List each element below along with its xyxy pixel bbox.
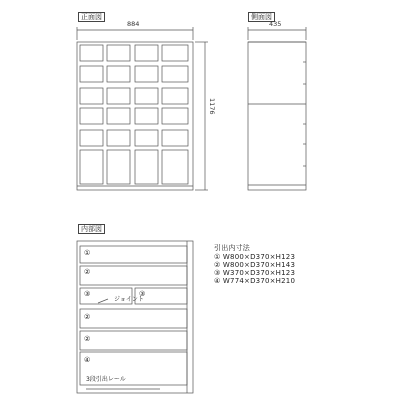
drawer-dim-row <box>214 253 295 261</box>
front-drawer-face <box>80 150 103 184</box>
front-drawer-face <box>135 150 158 184</box>
front-drawer-face <box>80 108 103 124</box>
rail-note: 3段引出レール <box>86 376 126 383</box>
front-drawer-face <box>80 88 103 104</box>
front-drawer-face <box>162 66 188 82</box>
front-drawer-face <box>107 108 130 124</box>
drawer-dim-text: W370×D370×H123 <box>222 269 296 277</box>
front-drawer-face <box>135 130 158 146</box>
interior-drawer-box <box>80 309 187 328</box>
drawer-dim-mark: ④ <box>214 277 221 285</box>
drawer-dim-row <box>214 277 295 285</box>
drawer-dim-text: W800×D370×H143 <box>222 261 296 269</box>
front-drawer-face <box>135 88 158 104</box>
front-drawer-face <box>162 130 188 146</box>
side-cabinet-outline <box>248 42 306 190</box>
front-drawer-face <box>107 88 130 104</box>
front-drawer-face <box>107 66 130 82</box>
front-drawer-face <box>135 108 158 124</box>
front-drawer-face <box>107 45 130 61</box>
drawer-dim-text: W800×D370×H123 <box>222 253 296 261</box>
side-drawer-ticks <box>303 62 306 166</box>
drawer-dims-title: 引出内寸法 <box>214 244 250 252</box>
drawer-dim-row <box>214 269 295 277</box>
front-drawer-face <box>162 45 188 61</box>
front-view-title: 正面図 <box>78 12 105 22</box>
front-height-dimension: 1176 <box>208 98 216 115</box>
joint-pointer-line <box>98 299 108 303</box>
interior-view-title: 内部図 <box>78 224 105 234</box>
front-drawer-face <box>162 150 188 184</box>
interior-row-mark: ④ <box>84 356 91 364</box>
interior-row-mark: ② <box>84 335 91 343</box>
interior-row-mark: ② <box>84 313 91 321</box>
front-drawer-face <box>80 130 103 146</box>
front-drawer-face <box>107 150 130 184</box>
front-width-dimension: 884 <box>127 20 140 28</box>
drawer-dim-mark: ③ <box>214 269 221 277</box>
side-view-title: 側面図 <box>248 12 275 22</box>
front-drawer-face <box>107 130 130 146</box>
front-drawer-grid <box>77 45 193 186</box>
interior-cabinet-outline <box>77 241 193 393</box>
front-drawer-face <box>80 66 103 82</box>
front-drawer-face <box>80 45 103 61</box>
drawer-dim-text: W774×D370×H210 <box>222 277 296 285</box>
drawer-dim-mark: ② <box>214 261 221 269</box>
interior-drawer-box <box>80 331 187 350</box>
side-depth-dimension: 435 <box>269 20 282 28</box>
interior-row-mark: ① <box>84 249 91 257</box>
drawer-dim-mark: ① <box>214 253 221 261</box>
interior-drawer-boxes <box>80 246 187 385</box>
joint-note: ジョイント <box>114 296 144 303</box>
interior-row-mark-right: ③ <box>139 290 146 298</box>
front-drawer-face <box>135 66 158 82</box>
front-drawer-face <box>162 108 188 124</box>
front-drawer-face <box>162 88 188 104</box>
interior-drawer-box <box>80 266 187 285</box>
interior-drawer-box <box>80 246 187 263</box>
interior-row-mark: ③ <box>84 290 91 298</box>
front-drawer-face <box>135 45 158 61</box>
drawer-dim-row <box>214 261 295 269</box>
interior-row-mark: ② <box>84 268 91 276</box>
